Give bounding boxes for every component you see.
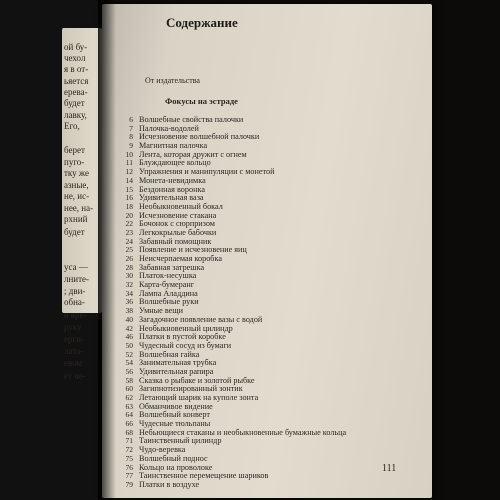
toc-entry-page-number: 72	[125, 445, 133, 455]
toc-entry-page-number: 15	[125, 184, 133, 194]
toc-entry	[103, 306, 423, 315]
left-page-text-fragment: будет	[64, 227, 85, 237]
left-page-text-fragment: азные,	[64, 180, 89, 190]
toc-entry-page-number: 42	[125, 323, 133, 333]
toc-entry	[103, 185, 423, 194]
toc-entry-page-number: 77	[125, 471, 133, 481]
left-page-text-fragment: евом	[64, 358, 83, 368]
toc-entry-title: Платки в воздухе	[139, 479, 200, 489]
toc-entry-title: Монета-невидимка	[139, 175, 206, 185]
left-page-text-fragment: уса —	[64, 262, 88, 272]
toc-entry-title: Необыкновенный бокал	[139, 201, 223, 211]
toc-entry-page-number: 60	[125, 384, 133, 394]
left-page-text-fragment: пуго-	[64, 157, 85, 167]
toc-list	[103, 115, 423, 489]
toc-entry-title: Платки в пустой коробке	[139, 332, 226, 342]
left-page-text-fragment: рхний	[64, 214, 88, 224]
toc-entry	[103, 254, 423, 263]
left-page-text-fragment: ерева-	[64, 87, 88, 97]
toc-entry-title: Кольцо на проволоке	[139, 462, 213, 472]
toc-entry-page-number: 40	[125, 314, 133, 324]
toc-entry-title: Платок-несушка	[139, 271, 197, 281]
toc-entry-page-number: 16	[125, 193, 133, 203]
left-page-text-fragment: о вре-	[64, 310, 87, 320]
toc-entry	[103, 167, 423, 176]
left-page-text-fragment: не, ис-	[64, 191, 90, 201]
toc-entry-title: Умные вещи	[139, 306, 183, 316]
toc-entry-title: Таинственное перемещение шариков	[139, 471, 269, 481]
toc-entry	[103, 150, 423, 159]
toc-entry	[103, 463, 423, 472]
toc-entry	[103, 402, 423, 411]
toc-entry-title: Бездонная воронка	[139, 184, 205, 194]
toc-entry	[103, 193, 423, 202]
toc-entry-page-number: 22	[125, 219, 133, 229]
left-page-text-fragment: обна-	[64, 297, 85, 307]
left-page-text-fragment: чехол	[64, 53, 86, 63]
toc-entry-title: Чудесный сосуд из бумаги	[139, 340, 232, 350]
toc-entry-title: Удивительная ваза	[139, 193, 204, 203]
toc-entry	[103, 271, 423, 280]
toc-entry	[103, 245, 423, 254]
toc-entry	[103, 419, 423, 428]
toc-entry	[103, 480, 423, 489]
toc-entry	[103, 132, 423, 141]
toc-entry	[103, 237, 423, 246]
toc-entry-page-number: 68	[125, 427, 133, 437]
toc-entry	[103, 410, 423, 419]
section-heading: Фокусы на эстраде	[165, 96, 238, 106]
toc-entry-title: Летающий шарик на куполе зонта	[139, 393, 259, 402]
left-page-text-fragment: ьяется	[64, 76, 89, 86]
toc-entry	[103, 124, 423, 133]
toc-entry-page-number: 50	[125, 340, 133, 350]
toc-entry-title: Забавная затрешка	[139, 262, 205, 272]
toc-entry-page-number: 66	[125, 419, 133, 429]
toc-entry-page-number: 10	[125, 149, 133, 159]
toc-entry-page-number: 7	[129, 123, 133, 133]
toc-entry	[103, 211, 423, 220]
toc-entry-page-number: 32	[125, 280, 133, 290]
toc-entry-title: Необыкновенный цилиндр	[139, 323, 233, 333]
toc-entry-page-number: 20	[125, 210, 133, 220]
toc-entry-page-number: 52	[125, 349, 133, 359]
toc-entry-page-number: 12	[125, 167, 133, 177]
toc-entry-page-number: 6	[129, 115, 133, 124]
toc-entry-title: Легкокрылые бабочки	[139, 227, 217, 237]
toc-entry	[103, 176, 423, 185]
toc-entry	[103, 445, 423, 454]
left-page-text-fragment: Его,	[64, 121, 80, 131]
toc-entry-page-number: 58	[125, 375, 133, 385]
toc-entry	[103, 263, 423, 272]
toc-entry-title: Волшебные руки	[139, 297, 199, 307]
toc-entry-title: Магнитная палочка	[139, 141, 208, 151]
left-page-text-fragment: будет	[64, 98, 85, 108]
toc-entry-title: Загадочное появление вазы с водой	[139, 314, 263, 324]
toc-entry-title: Лента, которая дружит с огнем	[139, 149, 247, 159]
toc-entry	[103, 324, 423, 333]
toc-entry-page-number: 14	[125, 175, 133, 185]
toc-entry-title: Небьющиеся стаканы и необыкновенные бумажные кольца	[139, 427, 347, 437]
toc-entry	[103, 436, 423, 445]
toc-entry-page-number: 56	[125, 366, 133, 376]
toc-entry	[103, 376, 423, 385]
toc-entry-title: Блуждающее кольцо	[139, 158, 211, 168]
toc-entry-title: Обманчивое видение	[139, 401, 213, 411]
toc-entry-page-number: 71	[125, 436, 133, 446]
left-page-text-fragment: ой бу-	[64, 42, 88, 52]
toc-entry-page-number: 38	[125, 306, 133, 316]
left-page-text-fragment: ; дви-	[64, 286, 86, 296]
toc-entry	[103, 315, 423, 324]
toc-entry-page-number: 26	[125, 254, 133, 263]
left-page-text-fragment: тку же	[64, 168, 90, 178]
toc-entry-title: Лампа Аладдина	[139, 288, 198, 298]
toc-entry-title: Забавный помощник	[139, 236, 212, 246]
left-page-text-fragment: ет че-	[64, 371, 86, 381]
toc-entry-title: Занимательная трубка	[139, 358, 217, 368]
toc-entry-page-number: 8	[129, 132, 133, 142]
toc-entry	[103, 358, 423, 367]
toc-entry-page-number: 9	[129, 141, 133, 151]
toc-entry-page-number: 76	[125, 462, 133, 472]
toc-entry	[103, 115, 423, 124]
toc-entry-title: Загипнотизированный зонтик	[139, 384, 243, 394]
toc-entry-page-number: 46	[125, 332, 133, 342]
toc-entry-title: Исчезновение стакана	[139, 210, 217, 220]
toc-entry-title: Карта-бумеранг	[139, 280, 195, 290]
toc-entry-title: Волшебный конверт	[139, 410, 210, 420]
toc-entry-title: Появление и исчезновение яиц	[139, 245, 247, 255]
toc-entry-title: Таинственный цилиндр	[139, 436, 222, 446]
left-page-text-fragment: ерги-	[64, 334, 84, 344]
toc-entry	[103, 280, 423, 289]
toc-entry-page-number: 54	[125, 358, 133, 368]
toc-entry	[103, 350, 423, 359]
toc-entry	[103, 141, 423, 150]
toc-entry-title: Чудо-веревка	[139, 445, 186, 455]
toc-entry-title: Волшебный поднос	[139, 453, 208, 463]
toc-entry	[103, 158, 423, 167]
page-number: 111	[382, 463, 397, 474]
toc-entry	[103, 219, 423, 228]
toc-entry-title: Волшебные свойства палочки	[139, 115, 244, 124]
toc-entry-page-number: 64	[125, 410, 133, 420]
toc-entry-page-number: 24	[125, 236, 133, 246]
toc-entry-page-number: 11	[125, 158, 133, 168]
toc-entry-title: Палочка-водолей	[139, 123, 199, 133]
toc-entry-page-number: 79	[125, 479, 133, 489]
toc-entry	[103, 202, 423, 211]
toc-entry-page-number: 63	[125, 401, 133, 411]
toc-entry	[103, 332, 423, 341]
toc-entry-page-number: 75	[125, 453, 133, 463]
toc-entry-title: Чудесные тюльпаны	[139, 419, 211, 429]
toc-entry-page-number: 23	[125, 227, 133, 237]
toc-entry	[103, 228, 423, 237]
toc-entry-title: Удивительная рапира	[139, 366, 214, 376]
toc-entry-title: Волшебная гайка	[139, 349, 200, 359]
left-page-text-fragment: нее, на-	[64, 203, 94, 213]
toc-entry-title: Бочонок с сюрпризом	[139, 219, 215, 229]
left-page-text-fragment: лато-	[64, 346, 84, 356]
toc-entry-page-number: 30	[125, 271, 133, 281]
toc-entry	[103, 297, 423, 306]
page-title: Содержание	[166, 15, 238, 30]
publisher-note: От издательства	[145, 76, 200, 85]
toc-entry-title: Сказка о рыбаке и золотой рыбке	[139, 375, 255, 385]
toc-entry	[103, 341, 423, 350]
toc-entry-title: Упражнения и манипуляции с монетой	[139, 167, 275, 177]
left-page	[0, 0, 102, 500]
toc-entry	[103, 428, 423, 437]
left-page-text-fragment: я в от-	[64, 64, 89, 74]
toc-entry	[103, 471, 423, 480]
left-page-text-fragment: берет	[64, 145, 85, 155]
toc-entry	[103, 454, 423, 463]
toc-entry-page-number: 18	[125, 201, 133, 211]
toc-entry-title: Неисчерпаемая коробка	[139, 254, 222, 263]
toc-entry-page-number: 34	[125, 288, 133, 298]
left-page-text-fragment: руку	[64, 322, 82, 332]
toc-entry-title: Исчезновение волшебной палочки	[139, 132, 260, 142]
toc-entry-page-number: 62	[125, 393, 133, 402]
toc-entry	[103, 367, 423, 376]
toc-entry-page-number: 36	[125, 297, 133, 307]
left-page-text-fragment: лните-	[64, 274, 90, 284]
toc-entry-page-number: 25	[125, 245, 133, 255]
toc-entry	[103, 393, 423, 402]
toc-entry	[103, 384, 423, 393]
toc-entry-page-number: 28	[125, 262, 133, 272]
toc-entry	[103, 289, 423, 298]
left-page-text-fragment: лавку,	[64, 110, 87, 120]
